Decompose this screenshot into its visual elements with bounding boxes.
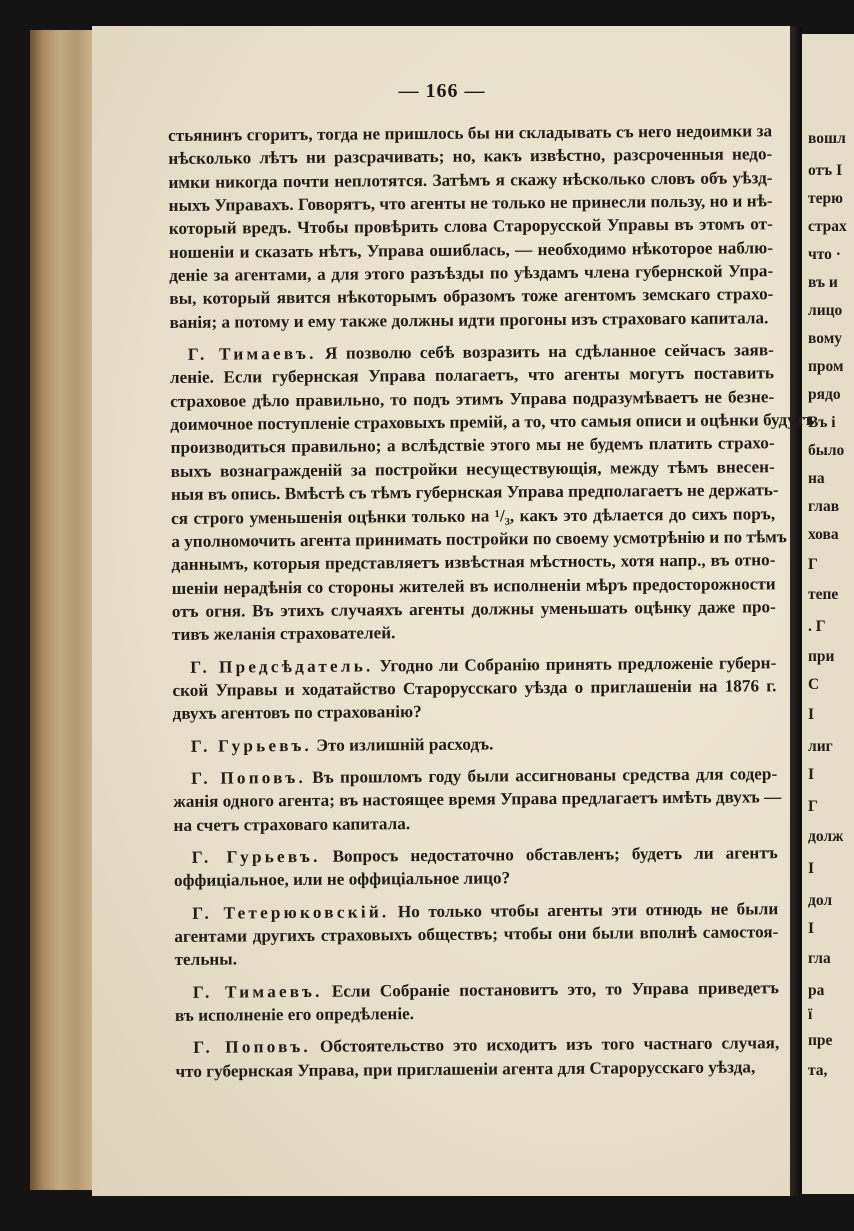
- next-page-fragment: вому: [808, 330, 843, 347]
- line-text: агентами другихъ страховыхъ обществъ; чтобы они были вполнѣ самостоя-: [174, 922, 779, 946]
- next-page-fragment: . Г: [808, 618, 826, 635]
- next-page-fragment: отъ І: [808, 162, 843, 179]
- next-page-fragment: терю: [808, 190, 843, 207]
- next-page-fragment: тепе: [808, 586, 839, 603]
- text-line: [169, 306, 773, 334]
- next-page-fragment: рядо: [808, 386, 841, 403]
- next-page-edge: [802, 34, 854, 1194]
- line-text: Я позволю себѣ возразить на сдѣланное сейчасъ заяв-: [324, 340, 774, 363]
- book-spine-edge: [30, 30, 96, 1190]
- next-page-fragment: хова: [808, 526, 839, 543]
- next-page-fragment: І: [808, 706, 815, 723]
- line-text: отъ огня. Въ этихъ случаяхъ агенты должны уменьшать оцѣнку даже про-: [171, 597, 776, 621]
- line-text: двухъ агентовъ по страхованію?: [172, 702, 422, 724]
- line-text: тивъ желанія страхователей.: [171, 623, 396, 645]
- page-number: — 166 —: [398, 80, 486, 102]
- next-page-fragment: Г: [808, 798, 818, 815]
- line-text: Но только чтобы агенты эти отнюдь не были: [397, 898, 779, 921]
- next-page-fragment: та,: [808, 1062, 828, 1079]
- line-text: имки никогда почти неплотятся. Затѣмъ я скажу нѣсколько словъ объ уѣзд-: [168, 167, 773, 192]
- line-text: нѣсколько лѣтъ ни разсрачивать; но, какъ извѣстно, разсроченныя недо-: [168, 144, 773, 169]
- speaker-name: Г. Тимаевъ.: [192, 981, 323, 1002]
- speaker-name: Г. Поповъ.: [193, 1037, 311, 1058]
- next-page-fragment: было: [808, 442, 845, 459]
- next-page-fragment: Г: [808, 556, 818, 573]
- line-text: на счетъ страховаго капитала.: [173, 813, 411, 835]
- next-page-fragment: страх: [808, 218, 847, 235]
- next-page-fragment: І: [808, 860, 815, 877]
- next-page-fragment: ї: [808, 1006, 813, 1023]
- line-text: оффиціальное, или не оффиціальное лицо?: [173, 868, 511, 891]
- line-text: а уполномочить агента принимать постройки по своему усмотрѣнію и по тѣмъ: [171, 526, 787, 551]
- line-text: Въ прошломъ году были ассигнованы средства для содер-: [312, 764, 778, 787]
- line-text: Вопросъ недостаточно обставленъ; будетъ ли агентъ: [332, 843, 778, 866]
- line-text: ванія; а потому и ему также должны идти прогоны изъ страховаго капитала.: [169, 308, 769, 332]
- line-text: выхъ вознагражденій за постройки несуществующія, между тѣмъ внесен-: [170, 457, 775, 481]
- line-text: леніе. Если губернская Управа полагаетъ, что агенты могутъ поставить: [169, 363, 775, 388]
- line-text: производиться правильно; а вслѣдствіе этого мы не будемъ платить страхо-: [170, 433, 775, 458]
- next-page-fragment: вошл: [808, 130, 846, 147]
- next-page-fragment: С: [808, 676, 820, 693]
- next-page-fragment: на: [808, 470, 825, 487]
- line-text: который вредъ. Чтобы провѣрить слова Старорусской Управы въ этомъ от-: [168, 214, 773, 239]
- line-text: ношеніи и сказать нѣтъ, Управа ошиблась, — необходимо нѣкоторое наблю-: [168, 237, 774, 262]
- line-text: Обстоятельство это исходитъ изъ того частнаго случая,: [319, 1033, 780, 1057]
- line-text: жанія одного агента; въ настоящее время Управа предлагаетъ имѣть двухъ —: [173, 787, 782, 812]
- line-text: ся строго уменьшенія оцѣнки только на ¹/₃, какъ это дѣлается до сихъ поръ,: [171, 503, 776, 528]
- next-page-fragment: лиг: [808, 738, 833, 755]
- page-body-text: [168, 119, 815, 1083]
- line-text: шеніи нерадѣнія со стороны жителей въ исполненіи мѣръ предосторожности: [171, 573, 776, 598]
- line-text: въ исполненіе его опредѣленіе.: [174, 1004, 415, 1026]
- next-page-fragment: І: [808, 920, 815, 937]
- next-page-fragment: пре: [808, 1032, 833, 1049]
- line-text: Это излишній расходъ.: [316, 734, 494, 755]
- next-page-fragment: гла: [808, 950, 831, 967]
- speaker-name: Г. Предсѣдатель.: [190, 655, 374, 677]
- next-page-fragment: пром: [808, 358, 844, 375]
- next-page-fragment: глав: [808, 498, 840, 515]
- speaker-name: Г. Гурьевъ.: [190, 735, 313, 756]
- speaker-name: Г. Тетерюковскій.: [192, 901, 390, 923]
- line-text: ской Управы и ходатайство Старорусскаго уѣзда о приглашеніи на 1876 г.: [172, 676, 777, 700]
- line-text: Угодно ли Собранію принять предложеніе губерн-: [379, 652, 777, 675]
- speaker-name: Г. Поповъ.: [191, 767, 306, 788]
- next-page-fragment: долж: [808, 828, 844, 845]
- line-text: что губернская Управа, при приглашеніи агента для Старорусскаго уѣзда,: [175, 1057, 756, 1081]
- line-text: тельны.: [174, 949, 238, 970]
- text-line: [175, 976, 779, 1004]
- line-text: доимочное поступленіе страховыхъ премій, а то, что самыя описи и оцѣнки будутъ: [170, 410, 815, 435]
- line-text: ныхъ Управахъ. Говорятъ, что агенты не только не принесли пользу, но и нѣ-: [168, 191, 773, 216]
- next-page-fragment: Въ і: [808, 414, 836, 431]
- next-page-fragment: дол: [808, 892, 833, 909]
- line-text: Если Собраніе постановитъ это, то Управа приведетъ: [331, 977, 779, 1001]
- line-text: вы, который явится нѣкоторымъ образомъ тоже агентомъ земскаго страхо-: [169, 284, 774, 309]
- next-page-fragment: при: [808, 648, 835, 665]
- line-text: даннымъ, которыя представляетъ извѣстная мѣстность, хотя напр., въ отно-: [171, 550, 776, 575]
- next-page-fragment: І: [808, 766, 815, 783]
- page-gutter: [790, 26, 802, 1196]
- next-page-fragment: въ и: [808, 274, 838, 291]
- line-text: деніе за агентами, а для этого разъѣзды по уѣздамъ члена губернской Упра-: [169, 261, 774, 286]
- line-text: стьянинъ сгоритъ, тогда не пришлось бы ни складывать съ него недоимки за: [168, 121, 773, 145]
- text-line: [173, 786, 782, 814]
- text-line: [175, 1055, 779, 1083]
- line-text: страховое дѣло правильно, то подъ этимъ Управа подразумѣваетъ не безне-: [170, 387, 775, 411]
- next-page-fragment: что ·: [808, 246, 841, 263]
- speaker-name: Г. Тимаевъ.: [187, 343, 317, 364]
- speaker-name: Г. Гурьевъ.: [191, 846, 321, 867]
- next-page-fragment: ра: [808, 982, 825, 999]
- next-page-fragment: лицо: [808, 302, 843, 319]
- line-text: ныя въ опись. Вмѣстѣ съ тѣмъ губернская Управа предполагаетъ не держать-: [170, 480, 779, 505]
